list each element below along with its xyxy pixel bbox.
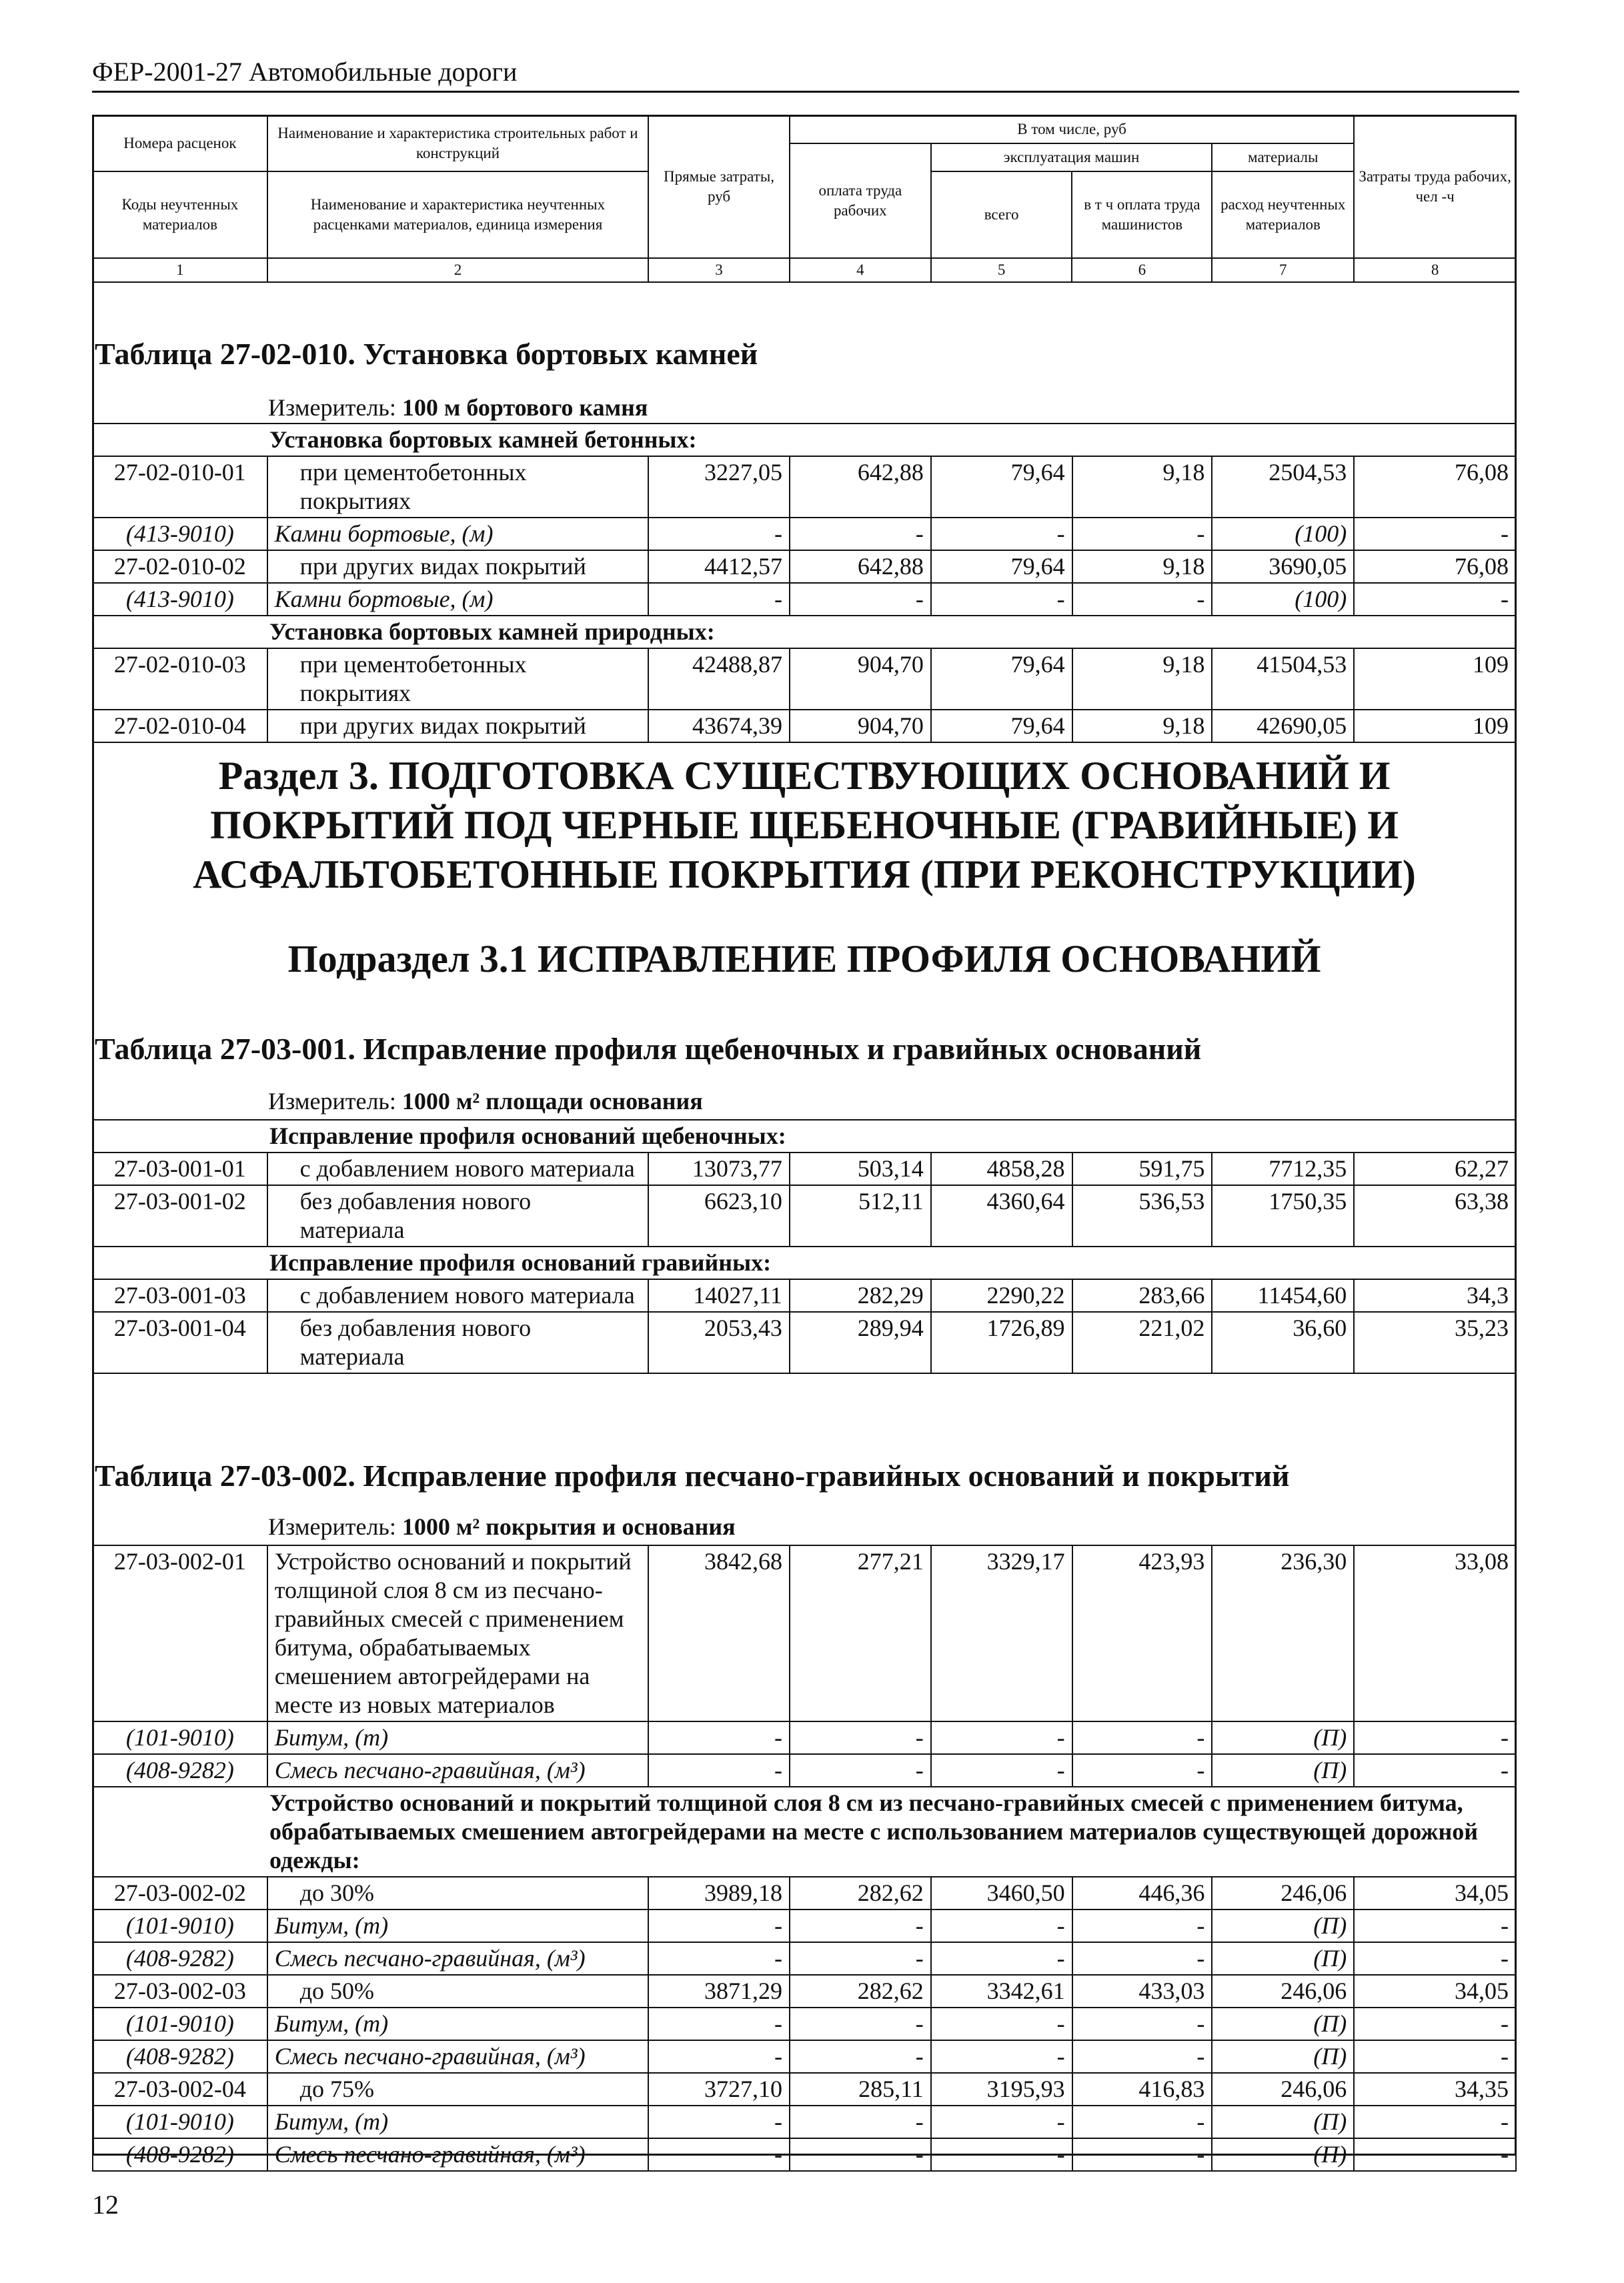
cell-c8: - bbox=[1354, 2106, 1516, 2138]
rate-code: 27-03-002-04 bbox=[93, 2073, 267, 2106]
cell-c6: 9,18 bbox=[1072, 648, 1212, 710]
cell-c3: 3871,29 bbox=[648, 1975, 790, 2008]
cell-c3: 4412,57 bbox=[648, 550, 790, 583]
cell-c3: 43674,39 bbox=[648, 710, 790, 742]
work-name: при цементобетонных покрытиях bbox=[267, 456, 649, 518]
materials-header: материалы bbox=[1212, 143, 1354, 171]
cell-c3: 6623,10 bbox=[648, 1185, 790, 1247]
material-code: (101-9010) bbox=[93, 1721, 267, 1754]
cell-c4: - bbox=[790, 1754, 931, 1787]
cell-c3: - bbox=[648, 583, 790, 616]
cell-c7: (П) bbox=[1212, 2040, 1354, 2073]
cell-c4: - bbox=[790, 2106, 931, 2138]
table-27-03-002 bbox=[92, 1545, 1517, 2172]
cell-c4: 282,62 bbox=[790, 1877, 931, 1910]
rate-code: 27-03-002-02 bbox=[93, 1877, 267, 1910]
column-header-table bbox=[92, 115, 1517, 283]
table-row bbox=[93, 456, 1516, 518]
group-heading: Установка бортовых камней бетонных: bbox=[93, 424, 1516, 456]
work-name: с добавлением нового материала bbox=[267, 1153, 648, 1185]
col-num: 7 bbox=[1212, 258, 1354, 282]
cell-c5: 79,64 bbox=[931, 648, 1072, 710]
col-num: 2 bbox=[267, 258, 648, 282]
cell-c3: 3842,68 bbox=[648, 1545, 790, 1721]
cell-c3: 14027,11 bbox=[648, 1279, 790, 1312]
cell-c5: - bbox=[931, 2138, 1072, 2171]
cell-c4: 512,11 bbox=[790, 1185, 931, 1247]
cell-c7: 3690,05 bbox=[1212, 550, 1354, 583]
rate-code: 27-03-001-03 bbox=[93, 1279, 267, 1312]
cell-c5: 1726,89 bbox=[931, 1312, 1072, 1373]
cell-c5: - bbox=[931, 1910, 1072, 1942]
cell-c7: 41504,53 bbox=[1212, 648, 1354, 710]
cell-c5: - bbox=[931, 2008, 1072, 2040]
material-code: (408-9282) bbox=[93, 1754, 267, 1787]
cell-c7: (П) bbox=[1212, 1754, 1354, 1787]
cell-c4: 282,29 bbox=[790, 1279, 931, 1312]
cell-c6: - bbox=[1072, 1721, 1212, 1754]
col-num: 6 bbox=[1072, 258, 1212, 282]
cell-c6: 221,02 bbox=[1072, 1312, 1212, 1373]
cell-c6: - bbox=[1072, 1942, 1212, 1975]
work-name: с добавлением нового материала bbox=[267, 1279, 648, 1312]
col-num: 5 bbox=[931, 258, 1072, 282]
cell-c6: - bbox=[1072, 2008, 1212, 2040]
cell-c8: - bbox=[1354, 1754, 1516, 1787]
cell-c5: - bbox=[931, 1942, 1072, 1975]
measure-value: 1000 м² площади основания bbox=[401, 1088, 703, 1114]
table-row bbox=[93, 2008, 1516, 2040]
cell-c4: 904,70 bbox=[790, 710, 931, 742]
cell-c4: 282,62 bbox=[790, 1975, 931, 2008]
cell-c3: 13073,77 bbox=[648, 1153, 790, 1185]
table-row bbox=[93, 518, 1516, 550]
material-code: (101-9010) bbox=[93, 2106, 267, 2138]
table-row bbox=[93, 1545, 1516, 1721]
cell-c7: (П) bbox=[1212, 2008, 1354, 2040]
cell-c8: - bbox=[1354, 1721, 1516, 1754]
cell-c5: 4360,64 bbox=[931, 1185, 1072, 1247]
cell-c8: - bbox=[1354, 1942, 1516, 1975]
rate-code: 27-02-010-02 bbox=[93, 550, 267, 583]
table-row bbox=[93, 1721, 1516, 1754]
col2-top: Наименование и характеристика строительных работ и конструкций bbox=[267, 115, 648, 171]
col8-header: Затраты труда рабочих, чел -ч bbox=[1354, 115, 1516, 258]
cell-c6: 416,83 bbox=[1072, 2073, 1212, 2106]
measure-27-03-001 bbox=[268, 1087, 703, 1115]
table-row bbox=[93, 1975, 1516, 2008]
cell-c6: - bbox=[1072, 2040, 1212, 2073]
table-title-27-03-001: Таблица 27-03-001. Исправление профиля щебеночных и гравийных оснований bbox=[95, 1032, 1202, 1066]
cell-c3: 3989,18 bbox=[648, 1877, 790, 1910]
table-row bbox=[93, 1942, 1516, 1975]
cell-c4: 285,11 bbox=[790, 2073, 931, 2106]
col1-top: Номера расценок bbox=[93, 115, 267, 171]
table-row bbox=[93, 1279, 1516, 1312]
cell-c8: 63,38 bbox=[1354, 1185, 1516, 1247]
cell-c5: 4858,28 bbox=[931, 1153, 1072, 1185]
cell-c8: - bbox=[1354, 2040, 1516, 2073]
cell-c5: 2290,22 bbox=[931, 1279, 1072, 1312]
material-name: Смесь песчано-гравийная, (м³) bbox=[267, 2040, 648, 2073]
subsection-title: Подраздел 3.1 ИСПРАВЛЕНИЕ ПРОФИЛЯ ОСНОВАНИЙ bbox=[287, 937, 1321, 980]
page-header: ФЕР-2001-27 Автомобильные дороги bbox=[92, 53, 1519, 93]
cell-c6: - bbox=[1072, 518, 1212, 550]
table-row bbox=[93, 648, 1516, 710]
cell-c7: 36,60 bbox=[1212, 1312, 1354, 1373]
cell-c3: - bbox=[648, 2008, 790, 2040]
table-27-03-001 bbox=[92, 1119, 1517, 1374]
cell-c7: 1750,35 bbox=[1212, 1185, 1354, 1247]
table-row bbox=[93, 2106, 1516, 2138]
cell-c7: 246,06 bbox=[1212, 1975, 1354, 2008]
cell-c4: - bbox=[790, 2138, 931, 2171]
material-name: Смесь песчано-гравийная, (м³) bbox=[267, 1754, 648, 1787]
table-row bbox=[93, 1877, 1516, 1910]
cell-c5: 3342,61 bbox=[931, 1975, 1072, 2008]
col7-header: расход неучтенных материалов bbox=[1212, 171, 1354, 258]
work-name: при других видах покрытий bbox=[267, 710, 649, 742]
cell-c3: - bbox=[648, 1721, 790, 1754]
group-heading: Исправление профиля оснований щебеночных: bbox=[93, 1120, 1516, 1153]
cell-c4: - bbox=[790, 2040, 931, 2073]
table-row bbox=[93, 550, 1516, 583]
table-row bbox=[93, 2138, 1516, 2171]
cell-c4: - bbox=[790, 583, 931, 616]
cell-c7: (П) bbox=[1212, 1910, 1354, 1942]
cell-c8: 109 bbox=[1354, 710, 1516, 742]
cell-c6: - bbox=[1072, 2106, 1212, 2138]
cell-c3: 42488,87 bbox=[648, 648, 790, 710]
cell-c7: (П) bbox=[1212, 1942, 1354, 1975]
cell-c8: 34,35 bbox=[1354, 2073, 1516, 2106]
cell-c3: 3727,10 bbox=[648, 2073, 790, 2106]
cell-c4: - bbox=[790, 518, 931, 550]
measure-27-02-010 bbox=[268, 394, 648, 422]
col3-header: Прямые затраты, руб bbox=[648, 115, 790, 258]
work-name: без добавления нового материала bbox=[267, 1312, 648, 1373]
cell-c8: 109 bbox=[1354, 648, 1516, 710]
work-name: при других видах покрытий bbox=[267, 550, 649, 583]
material-code: (101-9010) bbox=[93, 1910, 267, 1942]
cell-c7: 236,30 bbox=[1212, 1545, 1354, 1721]
cell-c6: - bbox=[1072, 2138, 1212, 2171]
material-code: (101-9010) bbox=[93, 2008, 267, 2040]
rate-code: 27-03-002-03 bbox=[93, 1975, 267, 2008]
cell-c8: - bbox=[1354, 1910, 1516, 1942]
work-name: без добавления нового материала bbox=[267, 1185, 648, 1247]
cell-c8: - bbox=[1354, 583, 1516, 616]
cell-c7: 42690,05 bbox=[1212, 710, 1354, 742]
group-heading: Установка бортовых камней природных: bbox=[93, 616, 1516, 648]
cell-c8: 62,27 bbox=[1354, 1153, 1516, 1185]
cell-c8: - bbox=[1354, 518, 1516, 550]
material-code: (408-9282) bbox=[93, 2040, 267, 2073]
cell-c4: 503,14 bbox=[790, 1153, 931, 1185]
cell-c7: (100) bbox=[1212, 583, 1354, 616]
cell-c7: 7712,35 bbox=[1212, 1153, 1354, 1185]
cell-c8: 34,05 bbox=[1354, 1975, 1516, 2008]
material-code: (408-9282) bbox=[93, 2138, 267, 2171]
table-27-02-010 bbox=[92, 423, 1517, 743]
table-row bbox=[93, 710, 1516, 742]
measure-value: 100 м бортового камня bbox=[401, 394, 648, 421]
material-code: (413-9010) bbox=[93, 518, 267, 550]
measure-label: Измеритель: bbox=[268, 1513, 402, 1540]
cell-c7: (П) bbox=[1212, 1721, 1354, 1754]
cell-c7: 246,06 bbox=[1212, 1877, 1354, 1910]
cell-c8: 35,23 bbox=[1354, 1312, 1516, 1373]
cell-c5: 79,64 bbox=[931, 456, 1072, 518]
cell-c8: - bbox=[1354, 2138, 1516, 2171]
cell-c4: 904,70 bbox=[790, 648, 931, 710]
table-row bbox=[93, 2040, 1516, 2073]
page-number: 12 bbox=[92, 2190, 119, 2220]
material-name: Битум, (т) bbox=[267, 1721, 648, 1754]
cell-c5: - bbox=[931, 2040, 1072, 2073]
cell-c6: - bbox=[1072, 1754, 1212, 1787]
table-row bbox=[93, 583, 1516, 616]
rate-code: 27-02-010-03 bbox=[93, 648, 267, 710]
cell-c6: 536,53 bbox=[1072, 1185, 1212, 1247]
cell-c7: (П) bbox=[1212, 2106, 1354, 2138]
col1-bottom: Коды неучтенных материалов bbox=[93, 171, 267, 258]
table-row bbox=[93, 1153, 1516, 1185]
cell-c4: 277,21 bbox=[790, 1545, 931, 1721]
cell-c4: 642,88 bbox=[790, 550, 931, 583]
cell-c6: - bbox=[1072, 583, 1212, 616]
table-row bbox=[93, 2073, 1516, 2106]
cell-c4: - bbox=[790, 2008, 931, 2040]
material-name: Битум, (т) bbox=[267, 2106, 648, 2138]
cell-c3: 2053,43 bbox=[648, 1312, 790, 1373]
col4-header: оплата труда рабочих bbox=[790, 143, 931, 258]
material-name: Смесь песчано-гравийная, (м³) bbox=[267, 2138, 648, 2171]
rate-code: 27-03-002-01 bbox=[93, 1545, 267, 1721]
col-num: 1 bbox=[93, 258, 267, 282]
material-code: (408-9282) bbox=[93, 1942, 267, 1975]
section-title: Раздел 3. ПОДГОТОВКА СУЩЕСТВУЮЩИХ ОСНОВАНИЙ И ПОКРЫТИЙ ПОД ЧЕРНЫЕ ЩЕБЕНОЧНЫЕ (ГРАВИЙНЫЕ) И АСФАЛЬТОБЕТОННЫЕ ПОКРЫТИЯ (ПРИ РЕКОНСТРУКЦИИ) bbox=[193, 754, 1416, 896]
cell-c3: - bbox=[648, 518, 790, 550]
machines-header: эксплуатация машин bbox=[931, 143, 1212, 171]
cell-c6: 9,18 bbox=[1072, 456, 1212, 518]
col-num: 3 bbox=[648, 258, 790, 282]
cell-c3: 3227,05 bbox=[648, 456, 790, 518]
table-row bbox=[93, 1754, 1516, 1787]
cell-c6: 423,93 bbox=[1072, 1545, 1212, 1721]
rate-code: 27-03-001-04 bbox=[93, 1312, 267, 1373]
cell-c7: (100) bbox=[1212, 518, 1354, 550]
cell-c6: 433,03 bbox=[1072, 1975, 1212, 2008]
measure-27-03-002 bbox=[268, 1513, 736, 1541]
work-name: при цементобетонных покрытиях bbox=[267, 648, 649, 710]
cell-c5: 3460,50 bbox=[931, 1877, 1072, 1910]
cell-c8: 33,08 bbox=[1354, 1545, 1516, 1721]
material-name: Камни бортовые, (м) bbox=[267, 518, 649, 550]
cell-c8: 34,05 bbox=[1354, 1877, 1516, 1910]
cell-c5: - bbox=[931, 518, 1072, 550]
material-name: Камни бортовые, (м) bbox=[267, 583, 649, 616]
cell-c8: 34,3 bbox=[1354, 1279, 1516, 1312]
cell-c7: 246,06 bbox=[1212, 2073, 1354, 2106]
cell-c4: - bbox=[790, 1942, 931, 1975]
table-row bbox=[93, 1185, 1516, 1247]
cell-c8: 76,08 bbox=[1354, 456, 1516, 518]
cell-c6: 283,66 bbox=[1072, 1279, 1212, 1312]
col6-header: в т ч оплата труда машинистов bbox=[1072, 171, 1212, 258]
table-title-27-02-010: Таблица 27-02-010. Установка бортовых камней bbox=[95, 337, 758, 371]
cell-c8: - bbox=[1354, 2008, 1516, 2040]
col-num: 8 bbox=[1354, 258, 1516, 282]
cell-c3: - bbox=[648, 2040, 790, 2073]
cell-c3: - bbox=[648, 1942, 790, 1975]
cell-c5: - bbox=[931, 583, 1072, 616]
incl-header: В том числе, руб bbox=[790, 115, 1354, 143]
cell-c5: - bbox=[931, 1721, 1072, 1754]
rate-code: 27-03-001-01 bbox=[93, 1153, 267, 1185]
measure-value: 1000 м² покрытия и основания bbox=[401, 1513, 736, 1540]
measure-label: Измеритель: bbox=[268, 1088, 402, 1114]
cell-c6: 9,18 bbox=[1072, 550, 1212, 583]
group-heading: Исправление профиля оснований гравийных: bbox=[93, 1247, 1516, 1279]
cell-c5: 79,64 bbox=[931, 710, 1072, 742]
work-name: до 50% bbox=[267, 1975, 648, 2008]
material-name: Смесь песчано-гравийная, (м³) bbox=[267, 1942, 648, 1975]
cell-c6: 591,75 bbox=[1072, 1153, 1212, 1185]
cell-c8: 76,08 bbox=[1354, 550, 1516, 583]
table-row bbox=[93, 1312, 1516, 1373]
cell-c7: 2504,53 bbox=[1212, 456, 1354, 518]
work-name: Устройство оснований и покрытий толщиной слоя 8 см из песчано-гравийных смесей с применением битума, обрабатываемых смешением автогрейдерами на месте из новых материалов bbox=[267, 1545, 648, 1721]
material-name: Битум, (т) bbox=[267, 1910, 648, 1942]
cell-c5: - bbox=[931, 2106, 1072, 2138]
cell-c6: - bbox=[1072, 1910, 1212, 1942]
cell-c5: 79,64 bbox=[931, 550, 1072, 583]
rate-code: 27-02-010-04 bbox=[93, 710, 267, 742]
cell-c3: - bbox=[648, 2138, 790, 2171]
col-num: 4 bbox=[790, 258, 931, 282]
cell-c7: 11454,60 bbox=[1212, 1279, 1354, 1312]
material-code: (413-9010) bbox=[93, 583, 267, 616]
measure-label: Измеритель: bbox=[268, 394, 402, 421]
cell-c6: 9,18 bbox=[1072, 710, 1212, 742]
table-title-27-03-002: Таблица 27-03-002. Исправление профиля песчано-гравийных оснований и покрытий bbox=[95, 1459, 1290, 1493]
cell-c6: 446,36 bbox=[1072, 1877, 1212, 1910]
table-row bbox=[93, 1910, 1516, 1942]
col5-header: всего bbox=[931, 171, 1072, 258]
work-name: до 75% bbox=[267, 2073, 648, 2106]
cell-c3: - bbox=[648, 1754, 790, 1787]
material-name: Битум, (т) bbox=[267, 2008, 648, 2040]
cell-c4: 642,88 bbox=[790, 456, 931, 518]
cell-c5: 3195,93 bbox=[931, 2073, 1072, 2106]
work-name: до 30% bbox=[267, 1877, 648, 1910]
cell-c3: - bbox=[648, 2106, 790, 2138]
cell-c4: 289,94 bbox=[790, 1312, 931, 1373]
rate-code: 27-03-001-02 bbox=[93, 1185, 267, 1247]
cell-c7: (П) bbox=[1212, 2138, 1354, 2171]
group-heading: Устройство оснований и покрытий толщиной слоя 8 см из песчано-гравийных смесей с применением битума, обрабатываемых смешением автогрейдерами на месте с использованием материалов существующей дорожной одежды: bbox=[93, 1787, 1516, 1877]
cell-c4: - bbox=[790, 1721, 931, 1754]
cell-c5: 3329,17 bbox=[931, 1545, 1072, 1721]
cell-c4: - bbox=[790, 1910, 931, 1942]
cell-c5: - bbox=[931, 1754, 1072, 1787]
rate-code: 27-02-010-01 bbox=[93, 456, 267, 518]
cell-c3: - bbox=[648, 1910, 790, 1942]
col2-bottom: Наименование и характеристика неучтенных расценками материалов, единица измерения bbox=[267, 171, 648, 258]
